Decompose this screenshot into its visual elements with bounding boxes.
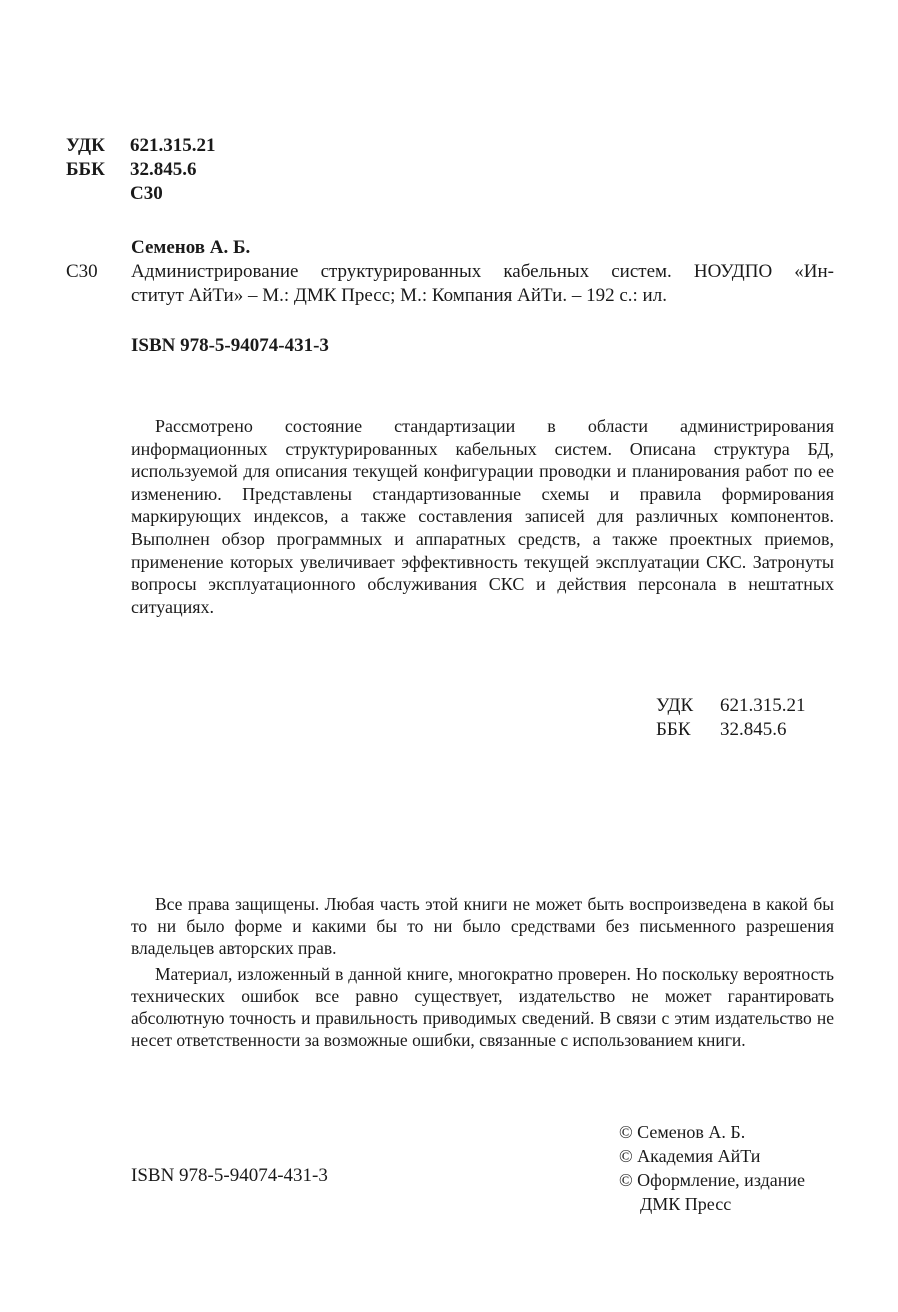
top-udk-row — [66, 134, 216, 158]
top-codes — [66, 134, 216, 206]
top-cutter-row — [66, 182, 216, 206]
bottom-codes — [656, 694, 806, 742]
record-author: Семенов А. Б. — [131, 237, 251, 258]
udk-value: 621.315.21 — [720, 695, 806, 716]
record-cutter: С30 — [66, 261, 98, 282]
copyright-block — [619, 1120, 805, 1216]
top-bbk-row — [66, 158, 216, 182]
bbk-value: 32.845.6 — [720, 719, 787, 740]
record-description-line1: Администрирование структурированных кабельных систем. НОУДПО «Ин- — [131, 261, 834, 282]
copyright-author: © Семенов А. Б. — [619, 1122, 746, 1142]
footer-isbn: ISBN 978-5-94074-431-3 — [131, 1165, 328, 1186]
udk-label: УДК — [656, 695, 694, 716]
record-isbn: ISBN 978-5-94074-431-3 — [131, 335, 329, 356]
bottom-bbk-row — [656, 718, 806, 742]
rights-paragraph-2: Материал, изложенный в данной книге, многократно проверен. Но поскольку вероятность технических ошибок все равно существует, издательство не может гарантировать абсолютную точность и правильность приводимых сведений. В связи с этим издательство не несет ответственности за возможные ошибки, связанные с использованием книги. — [131, 964, 834, 1050]
copyright-publisher: ДМК Пресс — [640, 1194, 732, 1214]
udk-label: УДК — [66, 135, 105, 156]
copyright-design: © Оформление, издание — [619, 1170, 806, 1190]
copyright-academy: © Академия АйТи — [619, 1146, 761, 1166]
udk-value: 621.315.21 — [130, 135, 216, 156]
abstract: Рассмотрено состояние стандартизации в области администрирования информационных структурированных кабельных систем. Описана структура БД, используемой для описания текущей конфигурации проводки и планирования работ по ее изменению. Представлены стандартизованные схемы и правила формирования маркирующих индексов, а также составления записей для различных компонентов. Выполнен обзор программных и аппаратных средств, а также проектных приемов, применение которых увеличивает эффективность текущей эксплуатации СКС. Затронуты вопросы эксплуатационного обслуживания СКС и действия персонала в нештатных ситуациях. — [131, 416, 834, 617]
bbk-label: ББК — [656, 719, 691, 740]
bbk-value: 32.845.6 — [130, 159, 197, 180]
record-description-line2: ститут АйТи» – М.: ДМК Пресс; М.: Компания АйТи. – 192 с.: ил. — [131, 285, 667, 306]
record-description — [131, 260, 834, 308]
rights-paragraph-1: Все права защищены. Любая часть этой книги не может быть воспроизведена в какой бы то ни было форме и какими бы то ни было средствами без письменного разрешения владельцев авторских прав. — [131, 894, 834, 958]
bbk-label: ББК — [66, 159, 105, 180]
rights-notice — [131, 893, 834, 1051]
bottom-udk-row — [656, 694, 806, 718]
cutter-code: С30 — [130, 183, 163, 204]
